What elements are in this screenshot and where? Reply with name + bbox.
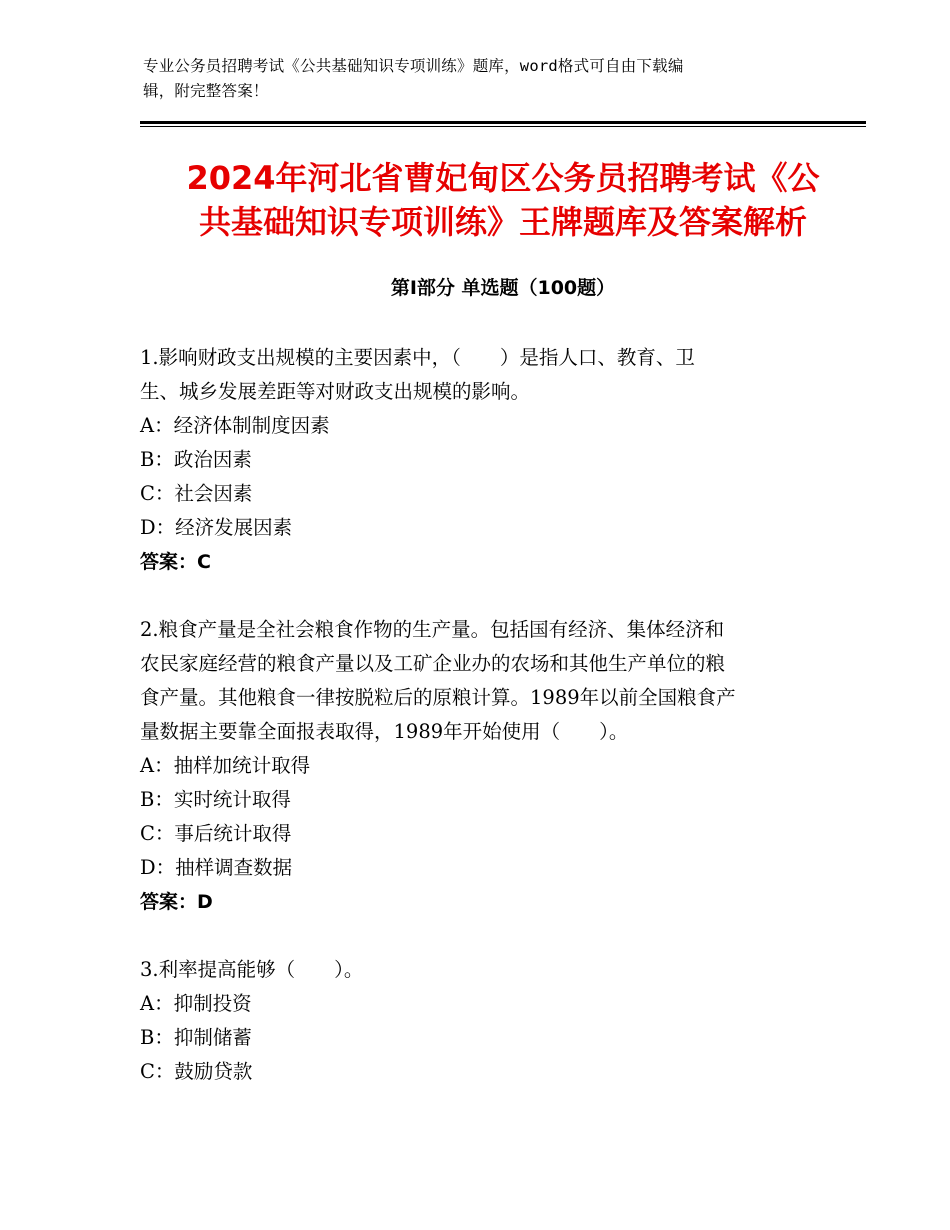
question-item <box>140 613 810 919</box>
question-stem-line: 3.利率提高能够（ ）。 <box>140 958 364 981</box>
question-stem-line: 农民家庭经营的粮食产量以及工矿企业办的农场和其他生产单位的粮 <box>140 652 726 675</box>
question-option: D：抽样调查数据 <box>140 856 293 879</box>
document-title-line: 共基础知识专项训练》王牌题库及答案解析 <box>198 203 807 241</box>
question-stem-line: 食产量。其他粮食一律按脱粒后的原粮计算。1989年以前全国粮食产 <box>140 686 736 709</box>
question-answer: 答案：D <box>140 891 213 913</box>
question-option: A：抽样加统计取得 <box>140 754 311 777</box>
question-stem-line: 量数据主要靠全面报表取得，1989年开始使用（ ）。 <box>140 720 629 743</box>
header-note-line: 辑，附完整答案！ <box>143 82 269 100</box>
question-stem-line: 2.粮食产量是全社会粮食作物的生产量。包括国有经济、集体经济和 <box>140 618 725 641</box>
question-list <box>140 341 810 1123</box>
question-stem-line: 1.影响财政支出规模的主要因素中，（ ）是指人口、教育、卫 <box>140 346 695 369</box>
question-item <box>140 953 810 1089</box>
question-option: A：抑制投资 <box>140 992 252 1015</box>
question-stem-line: 生、城乡发展差距等对财政支出规模的影响。 <box>140 380 531 403</box>
header-note <box>143 54 793 104</box>
question-option: C：社会因素 <box>140 482 253 505</box>
header-note-line: 专业公务员招聘考试《公共基础知识专项训练》题库，word格式可自由下载编 <box>143 57 684 75</box>
question-answer: 答案：C <box>140 551 211 573</box>
section-heading: 第Ⅰ部分 单选题（100题） <box>390 277 616 299</box>
question-option: B：实时统计取得 <box>140 788 291 811</box>
document-title <box>140 156 866 244</box>
document-title-line: 2024年河北省曹妃甸区公务员招聘考试《公 <box>186 159 820 197</box>
question-option: B：抑制储蓄 <box>140 1026 252 1049</box>
header-divider-thin <box>140 126 866 127</box>
question-option: C：鼓励贷款 <box>140 1060 253 1083</box>
question-option: C：事后统计取得 <box>140 822 292 845</box>
question-option: A：经济体制制度因素 <box>140 414 330 437</box>
question-option: D：经济发展因素 <box>140 516 293 539</box>
question-option: B：政治因素 <box>140 448 252 471</box>
question-item <box>140 341 810 579</box>
header-divider-thick <box>140 121 866 124</box>
